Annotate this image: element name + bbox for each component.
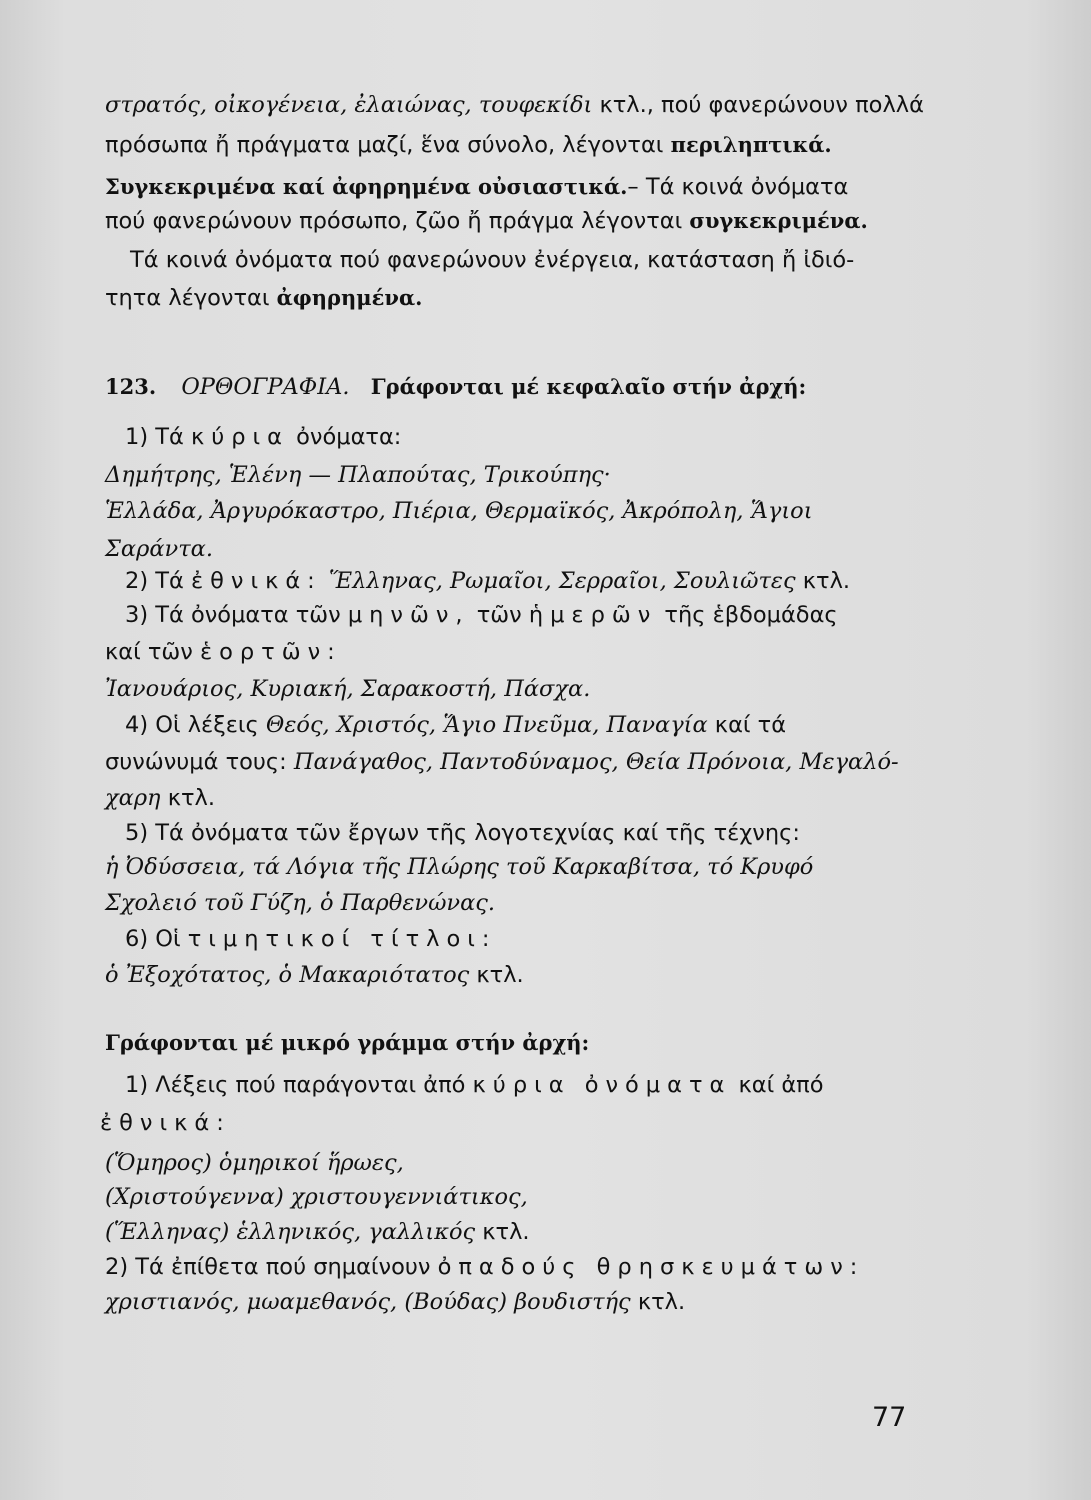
example-line: Σαράντα. <box>105 536 213 562</box>
italic-text: χριστιανός, μωαμεθανός, (Βούδας) βουδιστής <box>105 1289 631 1315</box>
text: – Τά κοινά ὀνόματα <box>627 174 849 200</box>
text: πρόσωπα ἤ πράγματα μαζί, ἕνα σύνολο, λέγονται <box>105 132 671 158</box>
spaced-text: κύρια ὀνόματα <box>472 1072 732 1098</box>
text: καί ἀπό <box>731 1072 824 1098</box>
rule-s1 <box>125 1070 824 1100</box>
text-line <box>105 1287 685 1317</box>
spaced-text: ἐθνικά: <box>100 1110 231 1136</box>
rule-2 <box>125 566 850 596</box>
rule-6 <box>125 924 496 954</box>
example-line: Ἑλλάδα, Ἀργυρόκαστρο, Πιέρια, Θερμαϊκός, Ἀκρόπολη, Ἅγιοι <box>105 498 813 524</box>
bold-heading: Συγκεκριμένα καί ἀφηρημένα οὐσιαστικά. <box>105 174 628 199</box>
italic-text: (Ἕλληνας) ἑλληνικός, γαλλικός <box>105 1219 476 1245</box>
text: ὀνόματα: <box>289 424 402 450</box>
example-line: ἡ Ὀδύσσεια, τά Λόγια τῆς Πλώρης τοῦ Καρκαβίτσα, τό Κρυφό <box>105 854 814 880</box>
text: 6) Οἱ <box>125 926 188 952</box>
text-line <box>105 960 524 990</box>
text-line <box>105 637 342 667</box>
italic-text: Ἕλληνας, Ρωμαῖοι, Σερραῖοι, Σουλιῶτες <box>321 568 796 594</box>
text: 2) Τά ἐπίθετα πού σημαίνουν <box>105 1254 438 1280</box>
example-line: Ἰανουάριος, Κυριακή, Σαρακοστή, Πάσχα. <box>105 676 591 702</box>
text: τητα λέγονται <box>105 285 277 311</box>
text-line <box>130 245 854 275</box>
text: κτλ. <box>475 1219 530 1245</box>
section-number: 123. <box>105 374 157 399</box>
text-line <box>105 283 422 313</box>
rule-s2 <box>105 1252 864 1282</box>
text-line <box>105 747 899 777</box>
text-line <box>105 130 832 160</box>
text: τῆς ἑβδομάδας <box>657 602 838 628</box>
text: συνώνυμά τους: <box>105 749 294 775</box>
spaced-text: κύρια <box>190 424 289 450</box>
section-subheading: Γράφονται μέ κεφαλαῖο στήν ἀρχή: <box>370 374 807 399</box>
bold-term: ἀφηρημένα. <box>276 285 423 310</box>
spaced-text: ἑορτῶν: <box>199 639 342 665</box>
text: 3) Τά ὀνόματα τῶν <box>125 602 348 628</box>
rule-3 <box>125 600 838 630</box>
page-number: 77 <box>872 1402 907 1433</box>
rule-4 <box>125 710 786 740</box>
italic-text: στρατός, οἰκογένεια, ἐλαιώνας, τουφεκίδι <box>105 92 593 118</box>
text: κτλ. <box>795 568 851 594</box>
example-line: Δημήτρης, Ἑλένη — Πλαπούτας, Τρικούπης· <box>105 462 611 488</box>
rule-5: 5) Τά ὀνόματα τῶν ἔργων τῆς λογοτεχνίας καί τῆς τέχνης: <box>125 820 800 846</box>
spaced-text: τιμητικοί τίτλοι: <box>187 926 497 952</box>
text: κτλ. <box>160 785 215 811</box>
text: 1) Λέξεις πού παράγονται ἀπό <box>125 1072 473 1098</box>
example-line: Σχολειό τοῦ Γύζη, ὁ Παρθενώνας. <box>105 890 496 916</box>
spaced-text: ἐθνικά: <box>190 568 322 594</box>
example-line: (Χριστούγεννα) χριστουγεννιάτικος, <box>105 1184 528 1210</box>
text-line <box>105 206 868 236</box>
example-line: (Ὅμηρος) ὁμηρικοί ἥρωες, <box>105 1150 404 1176</box>
spaced-text: μηνῶν, <box>347 602 470 628</box>
text: 1) Τά <box>125 424 191 450</box>
text: καί τῶν <box>105 639 200 665</box>
text: 2) Τά <box>125 568 191 594</box>
text: Τά κοινά ὀνόματα πού φανερώνουν ἐνέργεια, κατάσταση ἤ ἰδιό- <box>130 247 855 273</box>
text: κτλ. <box>630 1289 686 1315</box>
spaced-text: ὀπαδούς θρησκευμάτων: <box>437 1254 865 1280</box>
text: τῶν <box>469 602 529 628</box>
text: 4) Οἱ λέξεις <box>125 712 266 738</box>
text: καί τά <box>707 712 787 738</box>
text-line <box>105 172 848 202</box>
italic-text: χαρη <box>105 785 161 811</box>
section-title: ΟΡΘΟΓΡΑΦΙΑ. <box>181 374 350 400</box>
text-line <box>105 90 924 120</box>
italic-text: ὁ Ἐξοχότατος, ὁ Μακαριότατος <box>105 962 470 988</box>
text: κτλ., πού φανερώνουν πολλά <box>592 92 924 118</box>
bold-term: περιληπτικά. <box>670 132 832 157</box>
italic-text: Θεός, Χριστός, Ἅγιο Πνεῦμα, Παναγία <box>265 712 708 738</box>
text: πού φανερώνουν πρόσωπο, ζῶο ἤ πράγμα λέγονται <box>105 208 690 234</box>
section-heading <box>105 372 806 402</box>
subheading-lowercase: Γράφονται μέ μικρό γράμμα στήν ἀρχή: <box>105 1030 590 1055</box>
text-line <box>105 1217 530 1247</box>
rule-1 <box>125 422 401 452</box>
text-line <box>105 783 215 813</box>
italic-text: Πανάγαθος, Παντοδύναμος, Θεία Πρόνοια, Μεγαλό- <box>293 749 899 775</box>
spaced-text: ἡμερῶν <box>528 602 658 628</box>
bold-term: συγκεκριμένα. <box>689 208 868 233</box>
text: κτλ. <box>469 962 524 988</box>
